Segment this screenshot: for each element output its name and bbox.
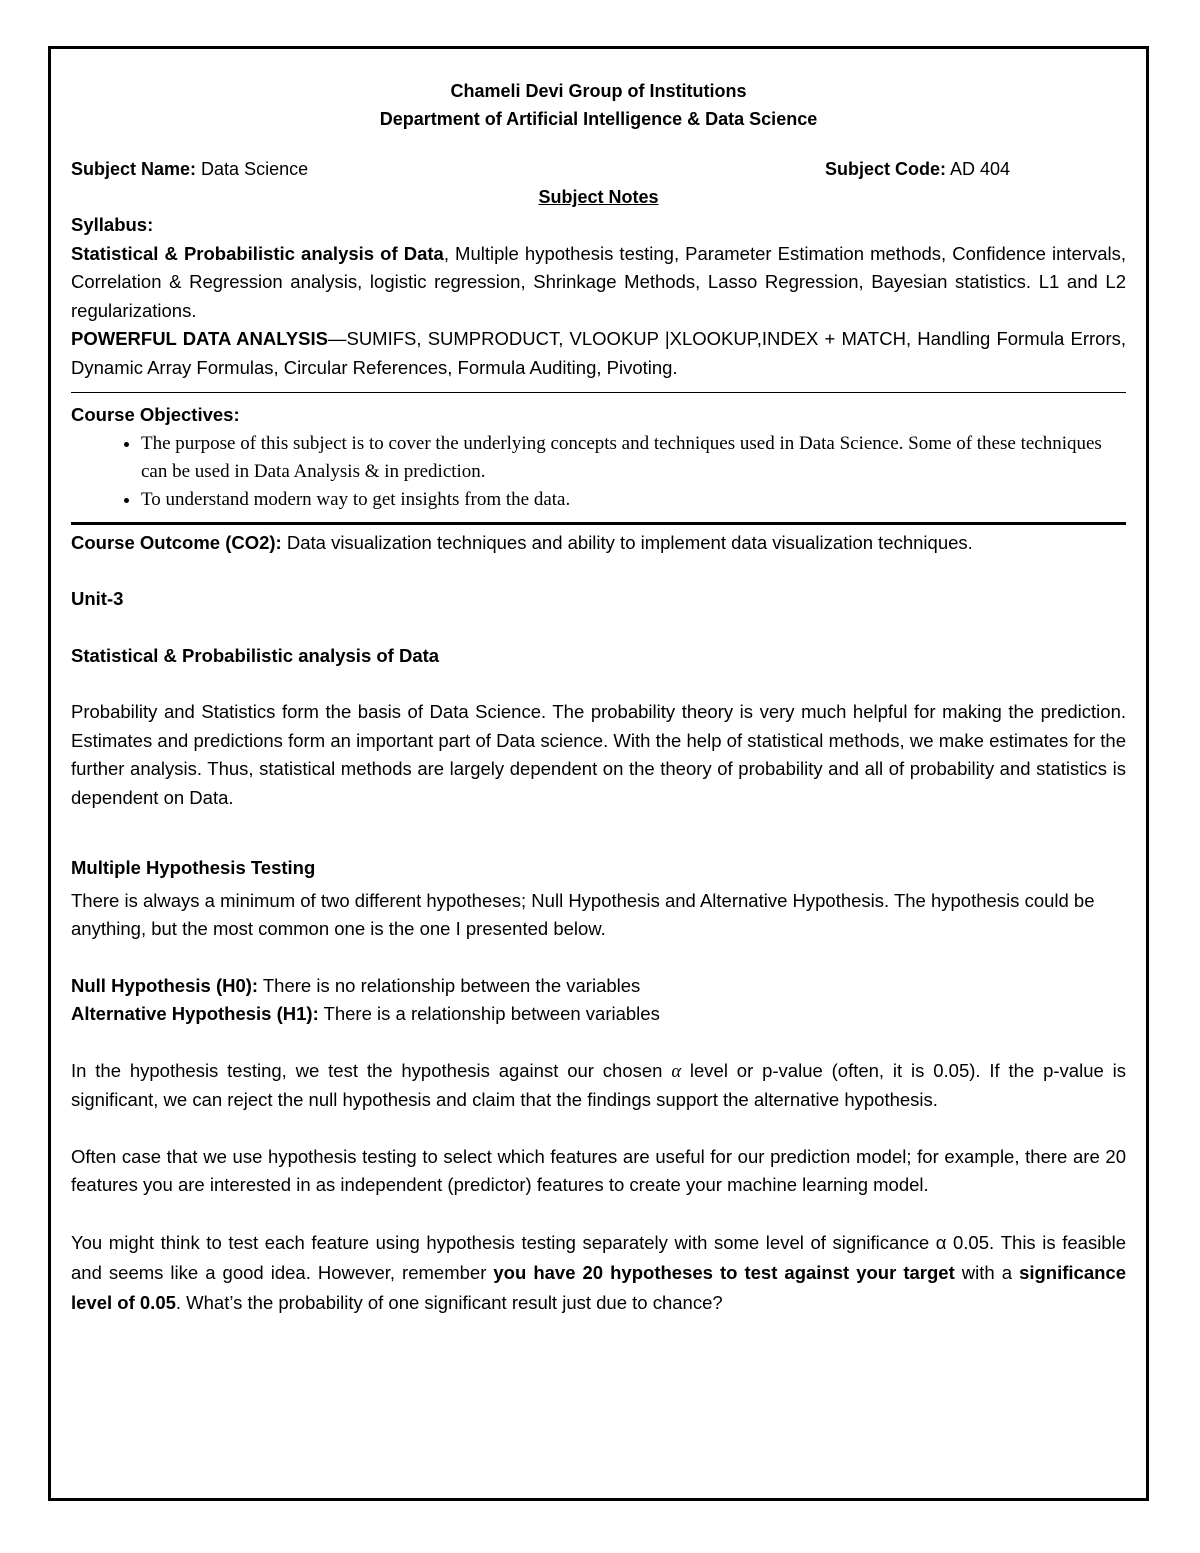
subject-name-label: Subject Name: bbox=[71, 159, 197, 179]
objective-item: • The purpose of this subject is to cover the underlying concepts and techniques used in Data Science. Some of these techniques can be used in Data Analysis & in prediction. bbox=[141, 430, 1126, 486]
subject-code-value: AD 404 bbox=[946, 159, 1011, 179]
alternative-hypothesis bbox=[71, 1000, 1126, 1029]
objectives-list bbox=[71, 430, 1126, 514]
syllabus-lead: Statistical & Probabilistic analysis of Data bbox=[71, 242, 444, 264]
paragraph-significance bbox=[71, 1228, 1126, 1318]
section-heading-hypothesis: Multiple Hypothesis Testing bbox=[71, 857, 316, 878]
significance-text-d: . What’s the probability of one significant result just due to chance? bbox=[175, 1291, 723, 1313]
subject-name bbox=[71, 159, 308, 179]
null-hypothesis-text: There is no relationship between the variables bbox=[258, 974, 641, 996]
syllabus-analysis bbox=[71, 325, 1126, 382]
subject-code bbox=[825, 155, 1010, 183]
syllabus-topic-list: , Multiple hypothesis testing, Parameter Estimation methods, Confidence intervals, Correlation & Regression analysis, logistic regression, Shrinkage Methods, Lasso Regression, Bayesian statistics. L1 and L2 regularizations. bbox=[71, 242, 1126, 321]
significance-text-a: You might think to test each feature using hypothesis testing separately with some level of significance α 0.05. This is feasible and seems like a good idea. However, remember bbox=[71, 1231, 1126, 1283]
null-hypothesis-label: Null Hypothesis (H0): bbox=[71, 974, 259, 996]
unit-title: Unit-3 bbox=[71, 588, 124, 609]
course-outcome-text: Data visualization techniques and ability to implement data visualization techniques. bbox=[281, 531, 973, 553]
document-content bbox=[71, 77, 1126, 1318]
divider-thin bbox=[71, 392, 1126, 393]
pvalue-text-b: level or p-value (often, it is 0.05). If the p-value is significant, we can reject the null hypothesis and claim that the findings support the alternative hypothesis. bbox=[71, 1059, 1126, 1110]
alpha-symbol: α bbox=[671, 1061, 682, 1082]
subject-notes-title: Subject Notes bbox=[538, 187, 659, 207]
course-outcome bbox=[71, 529, 1126, 558]
subject-row bbox=[71, 155, 1126, 183]
significance-bold-b: significance level of 0.05 bbox=[71, 1261, 1126, 1313]
course-outcome-label: Course Outcome (CO2): bbox=[71, 531, 282, 553]
alternative-hypothesis-text: There is a relationship between variables bbox=[318, 1003, 660, 1024]
subject-name-value: Data Science bbox=[196, 159, 309, 179]
objectives-label: Course Objectives: bbox=[71, 404, 240, 425]
objective-item: • To understand modern way to get insights from the data. bbox=[141, 486, 1126, 514]
institution-name: Chameli Devi Group of Institutions bbox=[450, 81, 747, 101]
syllabus-analysis-list: —SUMIFS, SUMPRODUCT, VLOOKUP |XLOOKUP,INDEX + MATCH, Handling Formula Errors, Dynamic Array Formulas, Circular References, Formula Auditing, Pivoting. bbox=[71, 328, 1126, 378]
null-hypothesis bbox=[71, 972, 1126, 1001]
pvalue-text-a: In the hypothesis testing, we test the hypothesis against our chosen bbox=[71, 1059, 672, 1081]
syllabus-analysis-lead: POWERFUL DATA ANALYSIS bbox=[71, 328, 328, 349]
paragraph-statistics: Probability and Statistics form the basis of Data Science. The probability theory is very much helpful for making the prediction. Estimates and predictions form an important part of Data science. With the help of statistical methods, we make estimates for the further analysis. Thus, statistical methods are largely dependent on the theory of probability and all of probability and statistics is dependent on Data. bbox=[71, 701, 1126, 808]
significance-bold-a: you have 20 hypotheses to test against your target bbox=[493, 1261, 955, 1283]
paragraph-features: Often case that we use hypothesis testing to select which features are useful for our prediction model; for example, there are 20 features you are interested in as independent (predictor) features to create your machine learning model. bbox=[71, 1145, 1126, 1195]
page-border bbox=[48, 46, 1149, 1501]
divider-thick bbox=[71, 522, 1126, 525]
alternative-hypothesis-label: Alternative Hypothesis (H1): bbox=[71, 1003, 319, 1024]
section-heading-statistical: Statistical & Probabilistic analysis of Data bbox=[71, 644, 440, 666]
significance-text-c: with a bbox=[954, 1261, 1020, 1283]
syllabus-topics bbox=[71, 240, 1126, 326]
paragraph-pvalue bbox=[71, 1057, 1126, 1115]
paragraph-hypothesis-intro: There is always a minimum of two different hypotheses; Null Hypothesis and Alternative Hypothesis. The hypothesis could be anything, but the most common one is the one I presented below. bbox=[71, 889, 1095, 939]
syllabus-label: Syllabus: bbox=[71, 214, 154, 235]
department-name: Department of Artificial Intelligence & Data Science bbox=[379, 109, 818, 129]
subject-code-label: Subject Code: bbox=[825, 159, 947, 179]
